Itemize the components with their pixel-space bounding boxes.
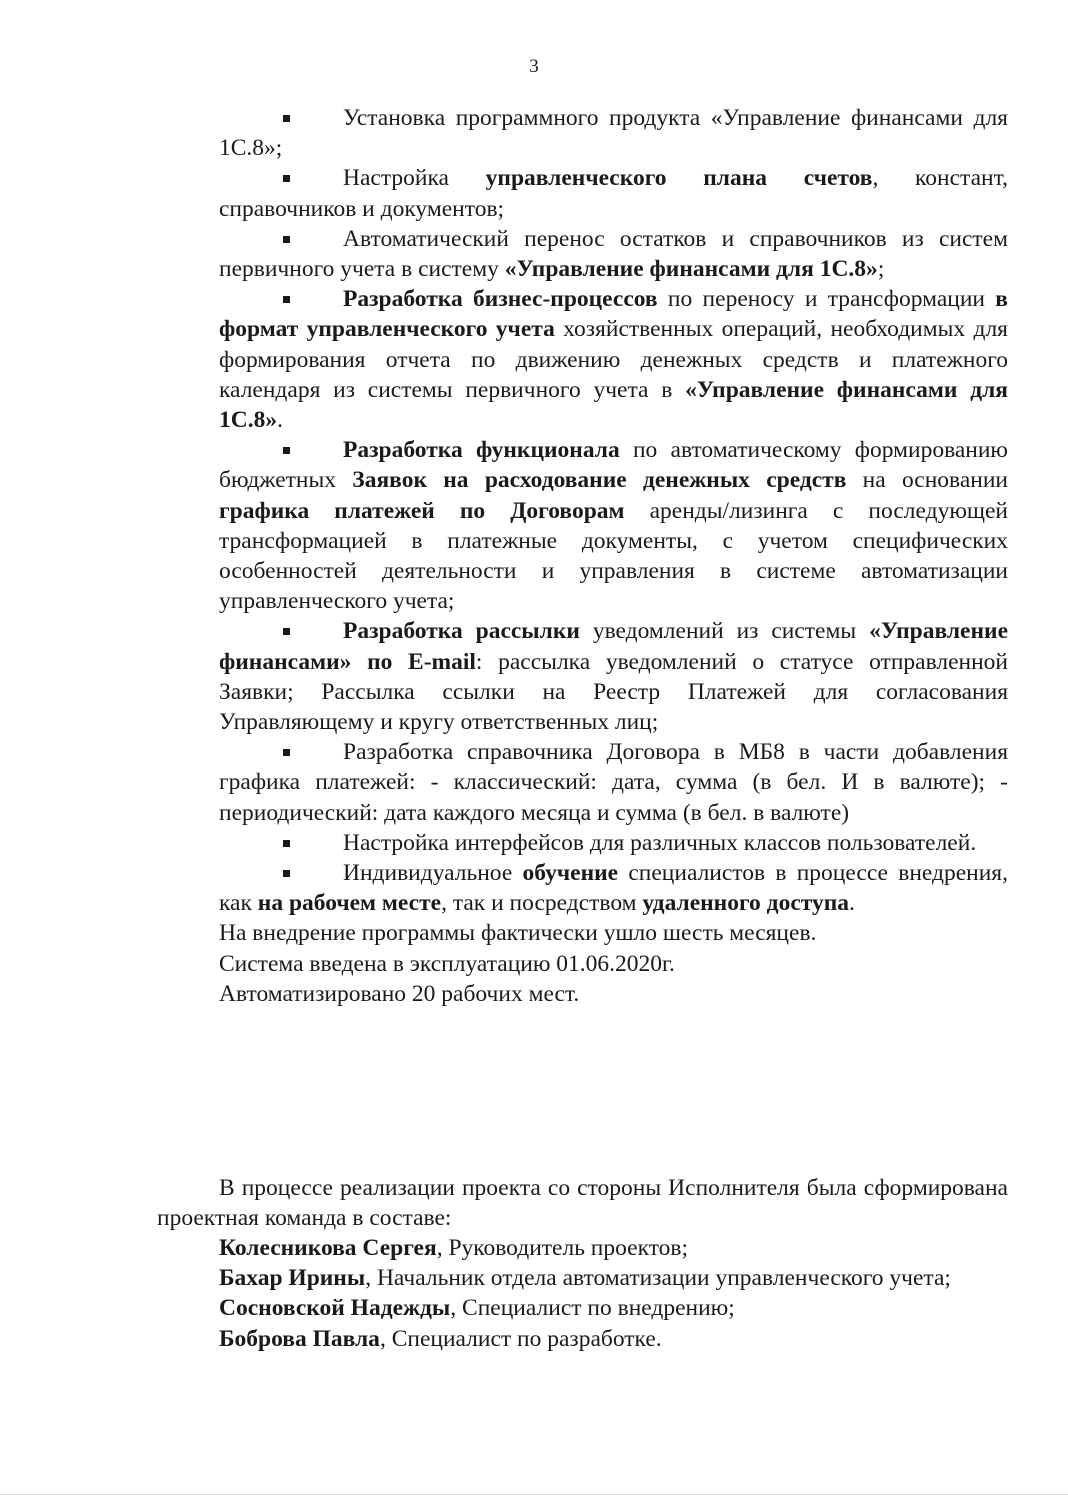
bullet-square-icon	[283, 236, 290, 243]
work-item	[219, 435, 1008, 616]
text: Индивидуальное	[343, 860, 523, 887]
team-member-role: , Специалист по разработке.	[379, 1325, 662, 1352]
project-team-intro: В процессе реализации проекта со стороны Исполнителя была сформирована проектная команда в составе:	[157, 1175, 1008, 1232]
text: , так и посредством	[441, 890, 643, 917]
team-member	[157, 1233, 1008, 1263]
summary-duration: На внедрение программы фактически ушло шесть месяцев.	[219, 920, 817, 947]
text: Настройка интерфейсов для различных классов пользователей.	[343, 829, 977, 856]
work-item	[219, 858, 1008, 918]
project-team-list	[157, 1233, 1008, 1354]
bullet-square-icon	[283, 447, 290, 454]
bullet-square-icon	[283, 175, 290, 182]
work-item	[219, 224, 1008, 284]
bullet-square-icon	[283, 296, 290, 303]
team-member-name: Боброва Павла	[219, 1325, 380, 1352]
text: аренды/лизинга с последующей трансформацией в платежные документы, с учетом специфических особенностей деятельности и управления в системе автоматизации управленческого учета;	[219, 497, 1008, 615]
work-item	[219, 737, 1008, 828]
bold-text: обучение	[522, 860, 619, 887]
text: Настройка	[343, 165, 486, 192]
bold-text: графика платежей по Договорам	[219, 497, 625, 524]
bold-text: на рабочем месте	[257, 890, 442, 917]
summary-launch-date: Система введена в эксплуатацию 01.06.2020г.	[219, 950, 675, 977]
team-member	[157, 1263, 1008, 1293]
bullet-square-icon	[283, 870, 290, 877]
text: .	[849, 890, 855, 917]
team-member-name: Сосновской Надежды	[219, 1295, 451, 1322]
document-body	[219, 103, 1008, 1009]
text: Установка программного продукта «Управление финансами для 1С.8»;	[219, 105, 1008, 162]
text: по переносу и трансформации	[657, 286, 996, 313]
text: уведомлений из системы	[579, 618, 870, 645]
team-member	[157, 1324, 1008, 1354]
bold-text: «Управление финансами для 1С.8»	[219, 376, 1008, 434]
bold-text: управленческого плана счетов	[485, 165, 873, 192]
work-item	[219, 163, 1008, 223]
text: на основании	[846, 467, 1008, 494]
work-items-list	[219, 103, 1008, 918]
bold-text: «Управление финансами» по E-mail	[219, 618, 1008, 675]
page-bottom-edge	[0, 1494, 1068, 1495]
text: по автоматическому формированию бюджетных	[219, 437, 1008, 494]
bold-text: в формат управленческого учета	[219, 286, 1008, 343]
team-member	[157, 1293, 1008, 1323]
text: ;	[877, 256, 885, 283]
bullet-square-icon	[283, 115, 290, 122]
bold-text: Разработка рассылки	[343, 618, 580, 645]
text: Автоматический перенос остатков и справочников из систем первичного учета в систему	[219, 225, 1008, 283]
summary-workplaces: Автоматизировано 20 рабочих мест.	[219, 980, 580, 1007]
text: .	[277, 407, 283, 434]
bold-text: Разработка функционала	[343, 437, 620, 464]
bold-text: Разработка бизнес-процессов	[343, 286, 658, 313]
team-member-name: Колесниковa Сергея	[219, 1235, 437, 1261]
text: , констант, справочников и документов;	[219, 165, 1008, 222]
team-member-role: , Руководитель проектов;	[436, 1235, 689, 1261]
team-member-role: , Специалист по внедрению;	[450, 1295, 735, 1322]
team-member-name: Бахар Ирины	[219, 1265, 366, 1292]
work-item	[219, 103, 1008, 163]
text: Разработка справочника Договора в МБ8 в части добавления графика платежей: - классический: дата, сумма (в бел. И в валюте); - периодический: дата каждого месяца и сумма (в бел. в валюте)	[219, 739, 1008, 826]
bold-text: удаленного доступа	[642, 890, 850, 917]
work-item	[219, 284, 1008, 435]
work-item	[219, 616, 1008, 737]
bullet-square-icon	[283, 749, 290, 756]
text: специалистов в процессе внедрения, как	[219, 860, 1008, 917]
bullet-square-icon	[283, 628, 290, 635]
work-item	[219, 828, 1008, 858]
text: : рассылка уведомлений о статусе отправленной Заявки; Рассылка ссылки на Реестр Платежей для согласования Управляющему и кругу ответственных лиц;	[219, 648, 1008, 736]
team-member-role: , Начальник отдела автоматизации управленческого учета;	[365, 1265, 951, 1292]
bullet-square-icon	[283, 840, 290, 847]
text: хозяйственных операций, необходимых для формирования отчета по движению денежных средств и платежного календаря из системы первичного учета в	[219, 316, 1008, 403]
page-number: 3	[529, 56, 539, 77]
bold-text: «Управление финансами для 1С.8»	[504, 256, 878, 283]
bold-text: Заявок на расходование денежных средств	[352, 467, 847, 494]
